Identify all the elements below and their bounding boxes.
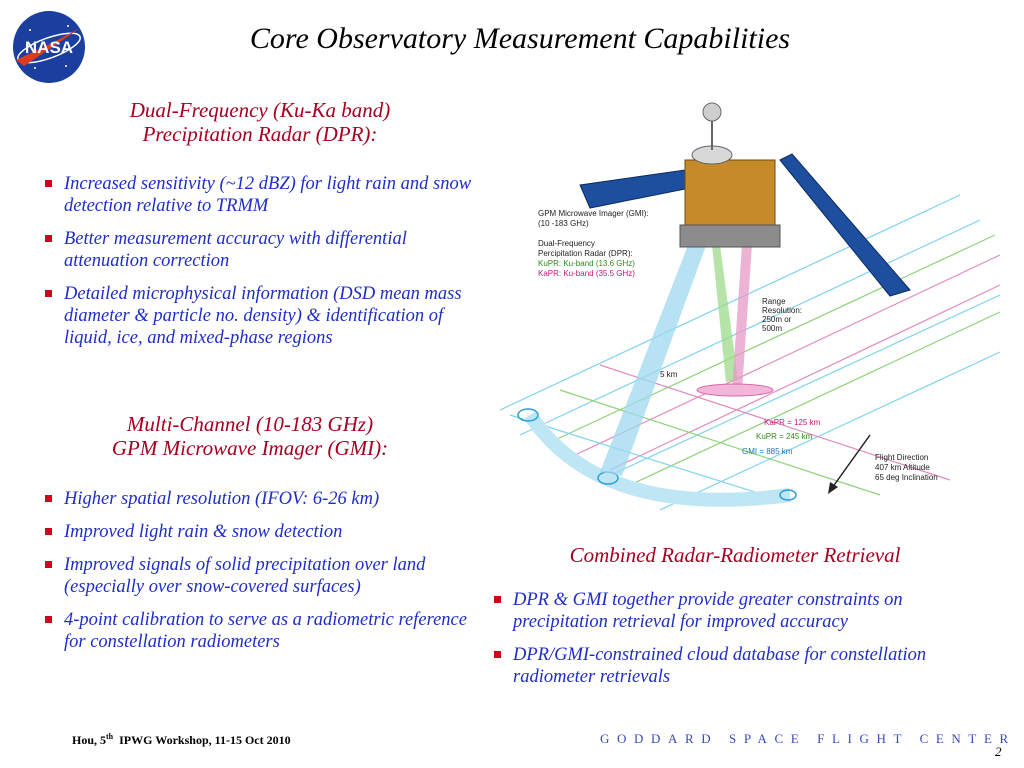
page-number: 2 [995, 744, 1002, 759]
kupr-swath-label: KuPR = 245 km [756, 432, 813, 441]
flight-label-1: Flight Direction [875, 453, 929, 462]
combined-bullet [494, 644, 984, 688]
flight-label-3: 65 deg Inclination [875, 473, 938, 482]
footer-author: Hou, 5 [72, 733, 107, 747]
footer-citation [72, 732, 291, 748]
combined-bullet-text: DPR/GMI-constrained cloud database for constellation radiometer retrievals [513, 645, 927, 687]
dpr-footprint [697, 384, 773, 396]
slide-title: Core Observatory Measurement Capabilities [249, 22, 791, 55]
bullet-marker-icon [494, 651, 501, 658]
gmi-label-line1: GPM Microwave Imager (GMI): [538, 209, 649, 218]
gpm-observatory-diagram [480, 90, 1020, 525]
combined-bullet [494, 589, 984, 633]
dpr-title-line1: Dual-Frequency (Ku-Ka band) [129, 98, 391, 122]
dpr-bullet-text: Increased sensitivity (~12 dBZ) for light rain and snow detection relative to TRMM [64, 174, 472, 216]
nasa-logo [10, 8, 88, 86]
dpr-bullet-list [45, 173, 495, 360]
footer-center-name: GODDARD SPACE FLIGHT CENTER [600, 731, 1016, 746]
dpr-bullet-text: Better measurement accuracy with differential attenuation correction [64, 229, 407, 271]
gmi-label-line2: (10 -183 GHz) [538, 219, 589, 228]
dpr-bullet [45, 283, 495, 349]
gmi-bullet-list [45, 488, 470, 664]
nasa-logo-text: NASA [24, 38, 74, 57]
bullet-marker-icon [45, 528, 52, 535]
gmi-bullet-text: Higher spatial resolution (IFOV: 6-26 km) [64, 489, 380, 509]
dpr-bullet-text: Detailed microphysical information (DSD mean mass diameter & particle no. density) & identification of liquid, ice, and mixed-phase regions [64, 284, 462, 348]
footer-sup: th [106, 732, 114, 741]
bullet-marker-icon [45, 495, 52, 502]
dpr-section-title [60, 98, 460, 146]
dpr-bullet [45, 173, 495, 217]
dpr-label-line2: Percipitation Radar (DPR): [538, 249, 633, 258]
bullet-marker-icon [45, 290, 52, 297]
gmi-bullet-text: Improved signals of solid precipitation over land (especially over snow-covered surfaces) [64, 555, 426, 597]
gmi-bullet [45, 609, 470, 653]
gmi-bullet [45, 554, 470, 598]
gmi-bullet-text: 4-point calibration to serve as a radiometric reference for constellation radiometers [64, 610, 467, 652]
combined-section-title: Combined Radar-Radiometer Retrieval [569, 543, 901, 567]
gmi-title-line1: Multi-Channel (10-183 GHz) [126, 412, 374, 436]
bullet-marker-icon [494, 596, 501, 603]
flight-label-2: 407 km Altitude [875, 463, 930, 472]
gmi-title-line2: GPM Microwave Imager (GMI): [111, 436, 389, 460]
gmi-bullet-text: Improved light rain & snow detection [64, 522, 343, 542]
dpr-label-line1: Dual-Frequency [538, 239, 595, 248]
gmi-scan-arc [530, 415, 790, 500]
gmi-bullet [45, 521, 470, 543]
range-label-4: 500m [762, 324, 783, 333]
bullet-marker-icon [45, 561, 52, 568]
bullet-marker-icon [45, 180, 52, 187]
kupr-label: KuPR: Ku-band (13.6 GHz) [538, 259, 635, 268]
combined-bullet-list [494, 589, 984, 699]
five-km-label: 5 km [660, 370, 678, 379]
range-label-1: Range [762, 297, 786, 306]
dpr-title-line2: Precipitation Radar (DPR): [142, 122, 378, 146]
kapr-swath-label: KaPR = 125 km [764, 418, 821, 427]
gmi-bullet [45, 488, 470, 510]
dpr-bullet [45, 228, 495, 272]
footer-event: IPWG Workshop, 11-15 Oct 2010 [119, 733, 291, 747]
range-label-2: Resolution: [762, 306, 803, 315]
kapr-beam [732, 245, 752, 390]
kapr-label: KaPR: Ku-band (35.5 GHz) [538, 269, 635, 278]
range-label-3: 250m or [762, 315, 792, 324]
combined-bullet-text: DPR & GMI together provide greater constraints on precipitation retrieval for improved accuracy [513, 590, 903, 632]
gmi-swath-label: GMI = 885 km [742, 447, 793, 456]
bullet-marker-icon [45, 616, 52, 623]
bullet-marker-icon [45, 235, 52, 242]
gmi-section-title [50, 412, 450, 460]
